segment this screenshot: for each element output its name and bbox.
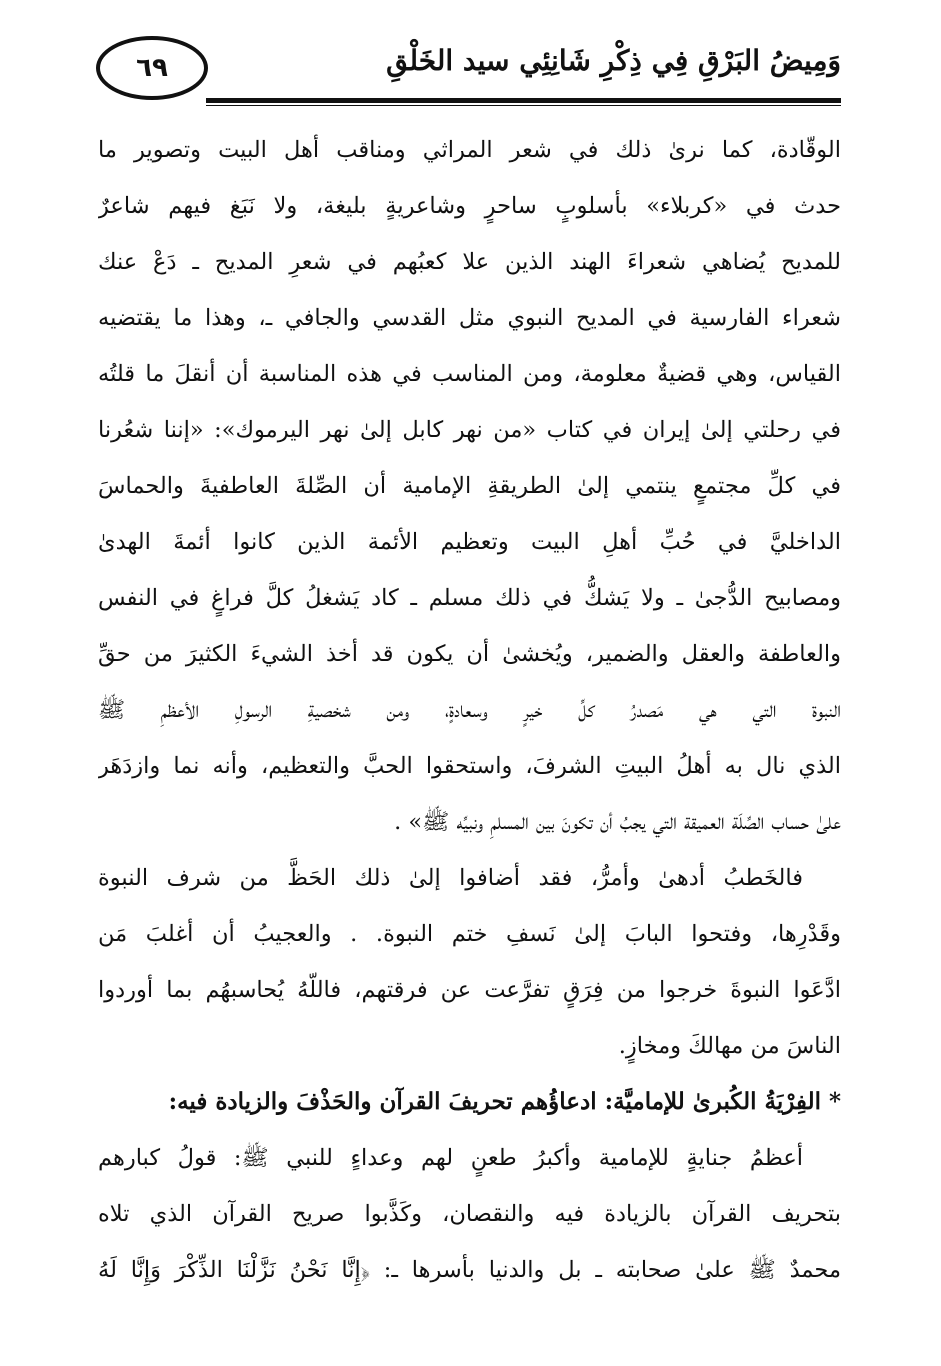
text-line: الذي نال به أهلُ البيتِ الشرفَ، واستحقوا الحبَّ والتعظيم، وأنه نما وازدَهَر xyxy=(98,753,841,779)
page-number-ring xyxy=(96,36,208,100)
text-line: والعاطفة والعقل والضمير، ويُخشىٰ أن يكون قد أخذ الشيءَ الكثيرَ من حقِّ xyxy=(98,641,841,667)
text-line: الناسَ من مهالكَ ومخازٍ. xyxy=(618,1033,841,1059)
text-line: في رحلتي إلىٰ إيران في كتاب «من نهر كابل إلىٰ نهر اليرموك»: «إننا شعُرنا xyxy=(98,417,841,443)
text-line: ومصابيح الدُّجىٰ ـ ولا يَشكُّ في ذلك مسلم ـ كاد يَشغلُ كلَّ فراغٍ في النفس xyxy=(98,585,841,611)
body-text xyxy=(98,122,841,1298)
text-line: فالخَطبُ أدهىٰ وأمرُّ، فقد أضافوا إلىٰ ذلك الحَظَّ من شرف النبوة xyxy=(98,865,803,891)
text-line: شعراء الفارسية في المديح النبوي مثل القدسي والجافي ـ، وهذا ما يقتضيه xyxy=(98,305,841,331)
running-title: وَمِيضُ البَرْقِ فِي ذِكْرِ شَانِئِي سيد الخَلْقِ xyxy=(386,44,841,77)
section-heading: * الفِرْيَةُ الكُبرىٰ للإماميَّة: ادعاؤُهم تحريفَ القرآن والحَذْفَ والزيادة فيه: xyxy=(168,1088,841,1115)
header-rule-thick xyxy=(206,98,841,103)
header-rule-thin xyxy=(206,105,841,106)
text-line: حدث في «كربلاء» بأسلوبٍ ساحرٍ وشاعريةٍ بليغة، ولا نَبَغ فيهم شاعرٌ xyxy=(98,193,841,219)
text-line: القياس، وهي قضيةٌ معلومة، ومن المناسب في هذه المناسبة أن أنقلَ ما قلتُه xyxy=(98,361,841,387)
text-line: محمدٌ ﷺ علىٰ صحابته ـ بل والدنيا بأسرها ـ: ﴿إِنَّا نَحْنُ نَزَّلْنَا الذِّكْرَ وَإِنَّا لَهُ xyxy=(98,1257,841,1283)
page-number: ٦٩ xyxy=(136,53,168,83)
page-header xyxy=(96,36,841,106)
text-line: بتحريف القرآن بالزيادة فيه والنقصان، وكَذَّبوا صريح القرآن الذي تلاه xyxy=(98,1201,841,1227)
text-line: الداخليَّ في حُبِّ أهلِ البيت وتعظيم الأئمة الذين كانوا أئمةَ الهدىٰ xyxy=(98,529,841,555)
text-line: النبوة التي هي مَصدرُ كلِّ خيرٍ وسعادةٍ، ومن شخصيةِ الرسولِ الأعظمِ ﷺ xyxy=(98,697,841,723)
text-line: علىٰ حساب الصِّلَة العميقة التي يجبُ أن تكونَ بين المسلمِ ونبيِّه ﷺ» . xyxy=(394,809,841,835)
text-line: ادَّعَوا النبوةَ خرجوا من فِرَقٍ تفرَّعت عن فرقتهم، فاللّهُ يُحاسبهُم بما أوردوا xyxy=(98,977,841,1003)
text-line: في كلِّ مجتمعٍ ينتمي إلىٰ الطريقةِ الإمامية أن الصِّلةَ العاطفيةَ والحماسَ xyxy=(98,473,841,499)
text-line: الوقّادة، كما نرىٰ ذلك في شعر المراثي ومناقب أهل البيت وتصوير ما xyxy=(98,137,841,163)
text-line: للمديح يُضاهي شعراءَ الهند الذين علا كعبُهم في شعرِ المديح ـ دَعْ عنك xyxy=(98,249,841,275)
text-line: أعظمُ جنايةٍ للإمامية وأكبرُ طعنٍ لهم وعداءٍ للنبي ﷺ: قولُ كبارهم xyxy=(98,1145,803,1171)
text-line: وقَدْرِها، وفتحوا البابَ إلىٰ نَسفِ ختم النبوة. . والعجيبُ أن أغلبَ مَن xyxy=(98,921,841,947)
